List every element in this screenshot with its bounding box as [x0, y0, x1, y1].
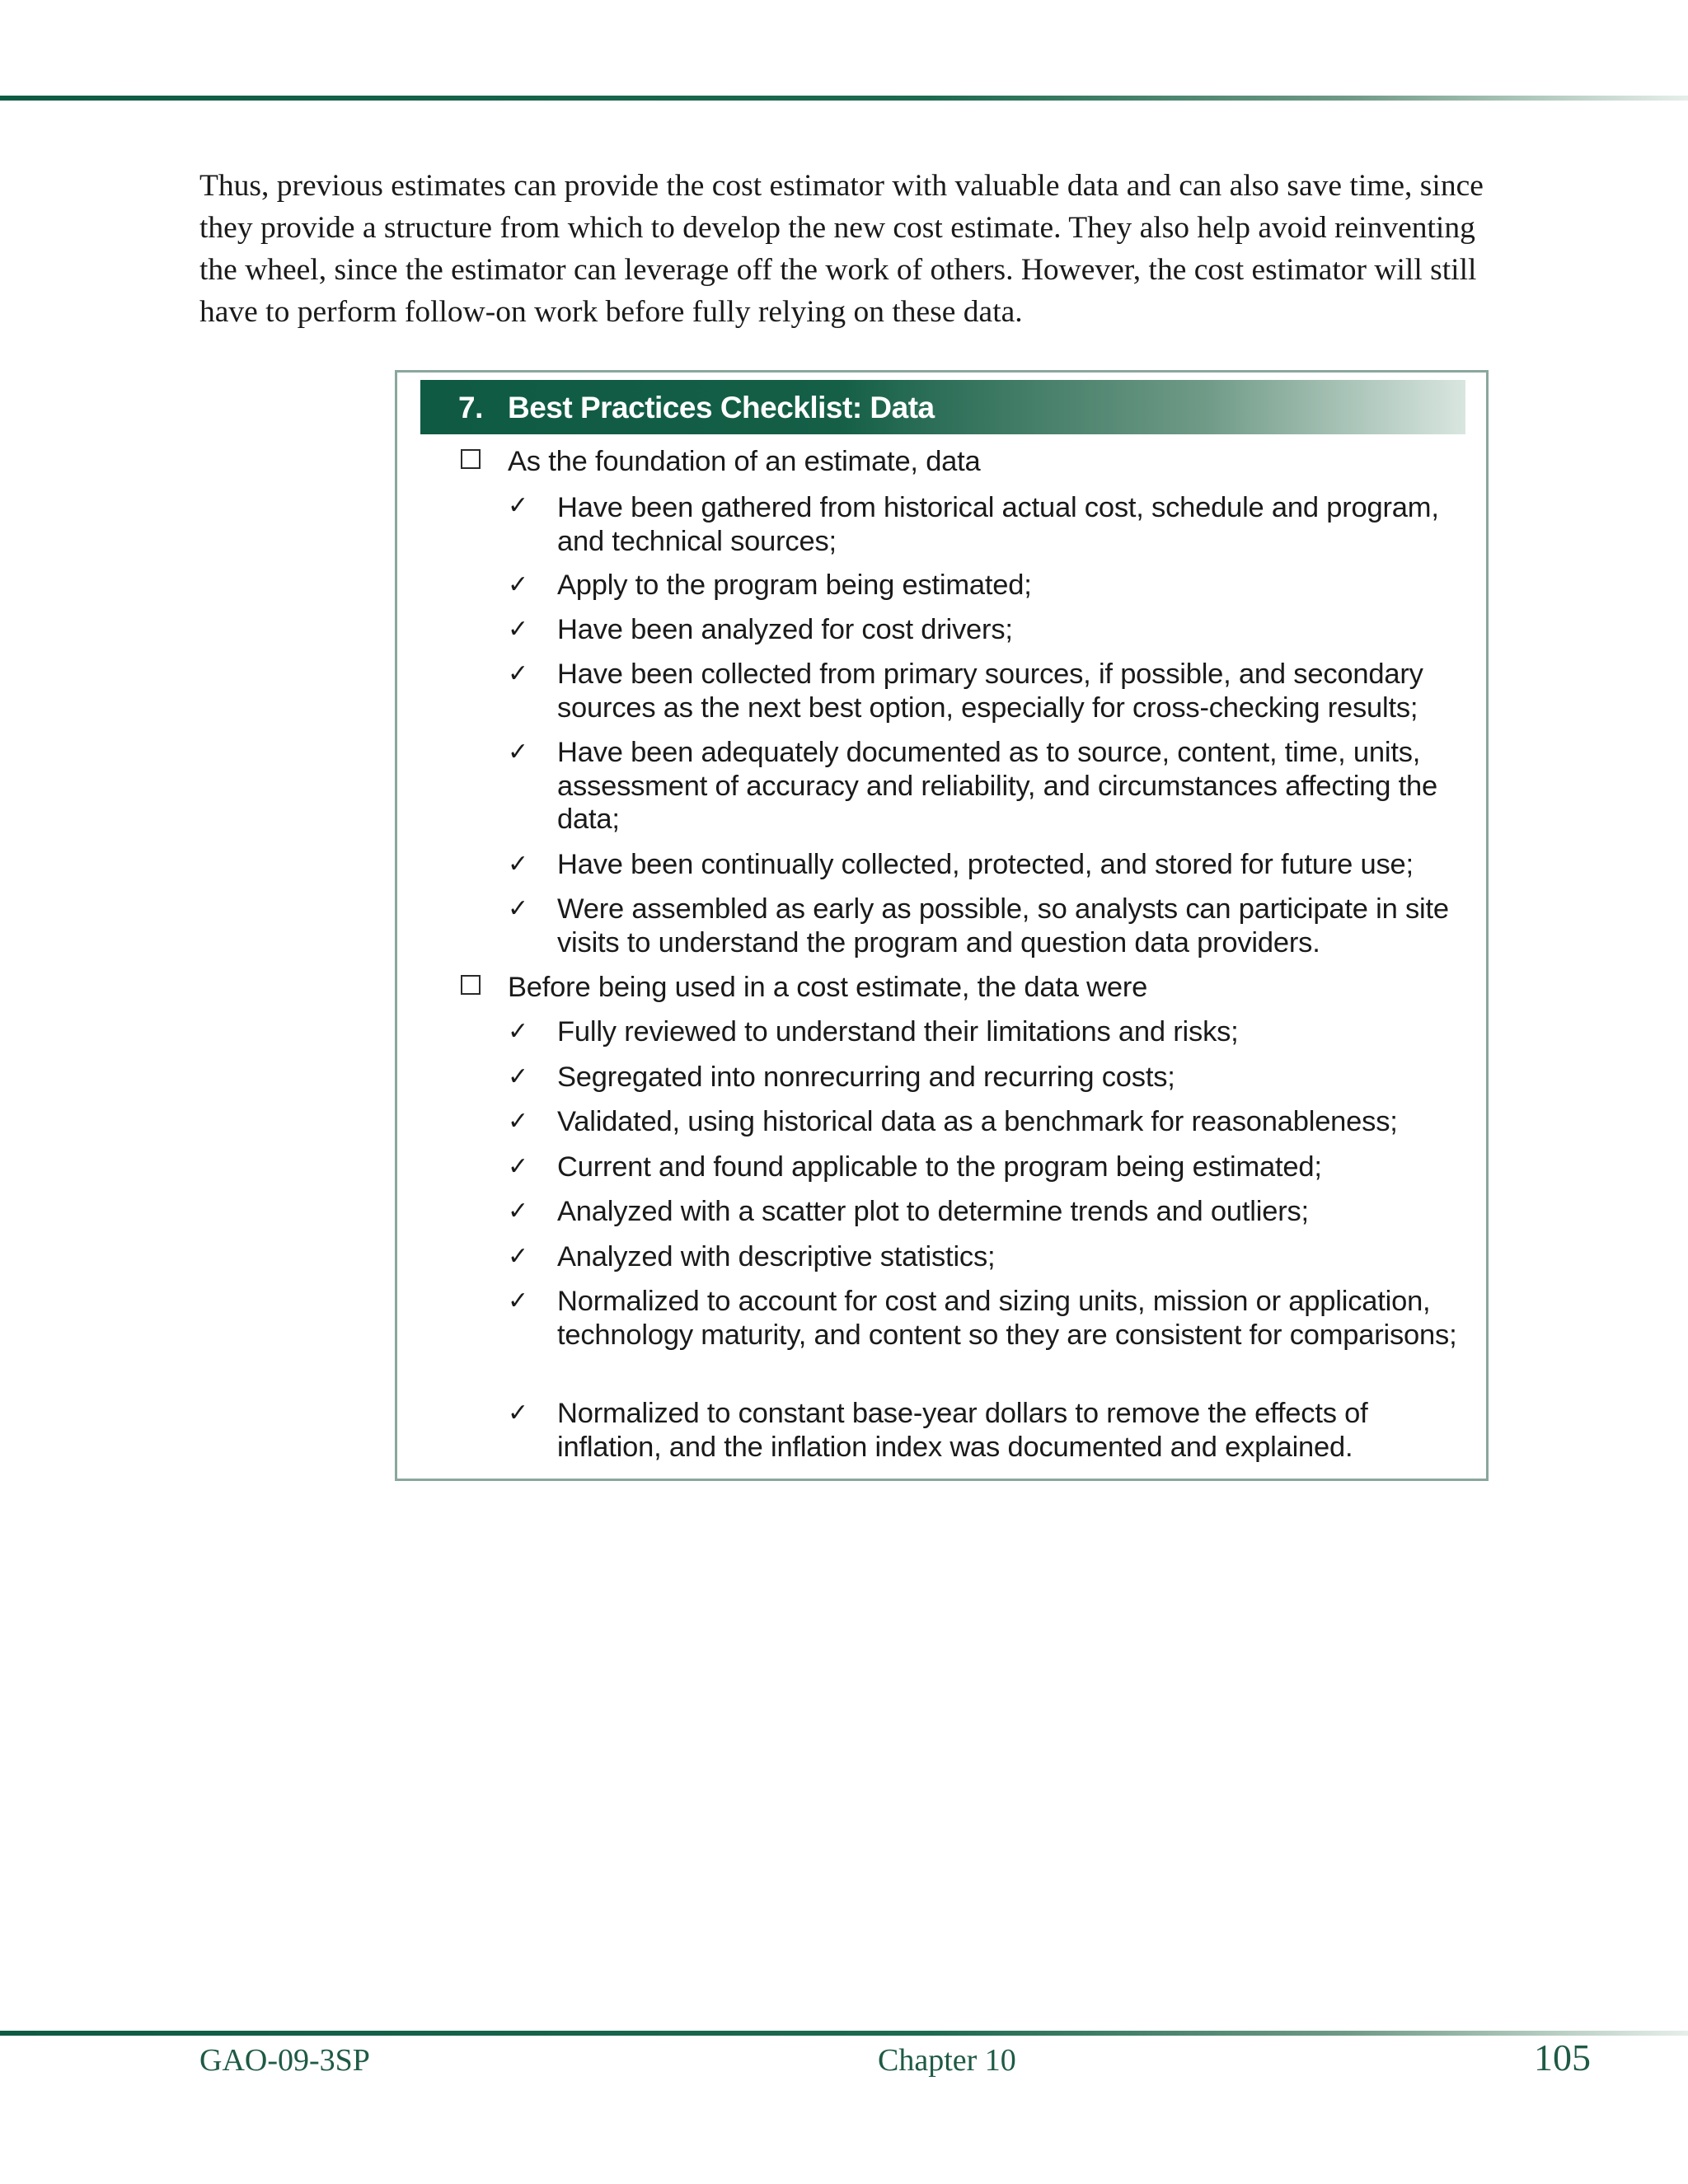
checklist-item: Fully reviewed to understand their limitations and risks; — [557, 1016, 1239, 1047]
checkmark-icon: ✓ — [508, 570, 529, 599]
checkbox-icon — [461, 975, 481, 995]
checklist-item: Normalized to account for cost and sizing units, mission or application, technology maturity, and content so they are consistent for comparisons; — [557, 1286, 1457, 1351]
checkmark-icon: ✓ — [508, 1017, 529, 1046]
checklist-title: Best Practices Checklist: Data — [508, 391, 935, 424]
checkmark-icon: ✓ — [508, 1242, 529, 1271]
header-rule — [0, 96, 1688, 101]
checklist-item: Have been collected from primary sources, if possible, and secondary sources as the next best option, especially for cross-checking results; — [557, 658, 1423, 724]
checkmark-icon: ✓ — [508, 1062, 529, 1091]
checklist-number: 7. — [458, 391, 483, 424]
checklist-item: Segregated into nonrecurring and recurring costs; — [557, 1062, 1175, 1093]
checklist-item: Analyzed with descriptive statistics; — [557, 1241, 996, 1272]
group-heading: As the foundation of an estimate, data — [508, 446, 981, 477]
checkmark-icon: ✓ — [508, 1286, 529, 1315]
checklist-item: Were assembled as early as possible, so analysts can participate in site visits to understand the program and question data providers. — [557, 893, 1449, 958]
checkbox-icon — [461, 449, 481, 469]
checklist-item: Have been continually collected, protected, and stored for future use; — [557, 849, 1414, 880]
checklist-item: Analyzed with a scatter plot to determine trends and outliers; — [557, 1196, 1309, 1227]
checklist-item: Have been adequately documented as to source, content, time, units, assessment of accuracy and reliability, and circumstances affecting the data; — [557, 737, 1437, 835]
footer-chapter: Chapter 10 — [878, 2043, 1016, 2078]
checklist-item: Validated, using historical data as a benchmark for reasonableness; — [557, 1106, 1398, 1137]
checkmark-icon: ✓ — [508, 894, 529, 923]
group-heading: Before being used in a cost estimate, the data were — [508, 972, 1148, 1003]
checkmark-icon: ✓ — [508, 615, 529, 644]
footer-rule — [0, 2031, 1688, 2036]
checkmark-icon: ✓ — [508, 1107, 529, 1136]
checklist-item: Apply to the program being estimated; — [557, 569, 1032, 601]
checkmark-icon: ✓ — [508, 1399, 529, 1427]
checklist-item: Have been analyzed for cost drivers; — [557, 614, 1013, 645]
checkmark-icon: ✓ — [508, 1197, 529, 1226]
checkmark-icon: ✓ — [508, 491, 529, 520]
checklist-item: Current and found applicable to the program being estimated; — [557, 1151, 1322, 1183]
checkmark-icon: ✓ — [508, 850, 529, 879]
checkmark-icon: ✓ — [508, 659, 529, 688]
checkmark-icon: ✓ — [508, 1152, 529, 1181]
footer-report-id: GAO-09-3SP — [199, 2043, 370, 2078]
checklist-item: Normalized to constant base-year dollars to remove the effects of inflation, and the inflation index was documented and explained. — [557, 1398, 1368, 1463]
intro-paragraph: Thus, previous estimates can provide the cost estimator with valuable data and can also save time, since they provide a structure from which to develop the new cost estimate. They also help avoid reinventing the wheel, since the estimator can leverage off the work of others. However, the cost estimator will still have to perform follow-on work before fully relying on these data. — [199, 169, 1484, 329]
checkmark-icon: ✓ — [508, 738, 529, 766]
checklist-header — [420, 380, 1465, 434]
page-number: 105 — [1534, 2036, 1591, 2079]
checklist-item: Have been gathered from historical actual cost, schedule and program, and technical sources; — [557, 492, 1439, 557]
